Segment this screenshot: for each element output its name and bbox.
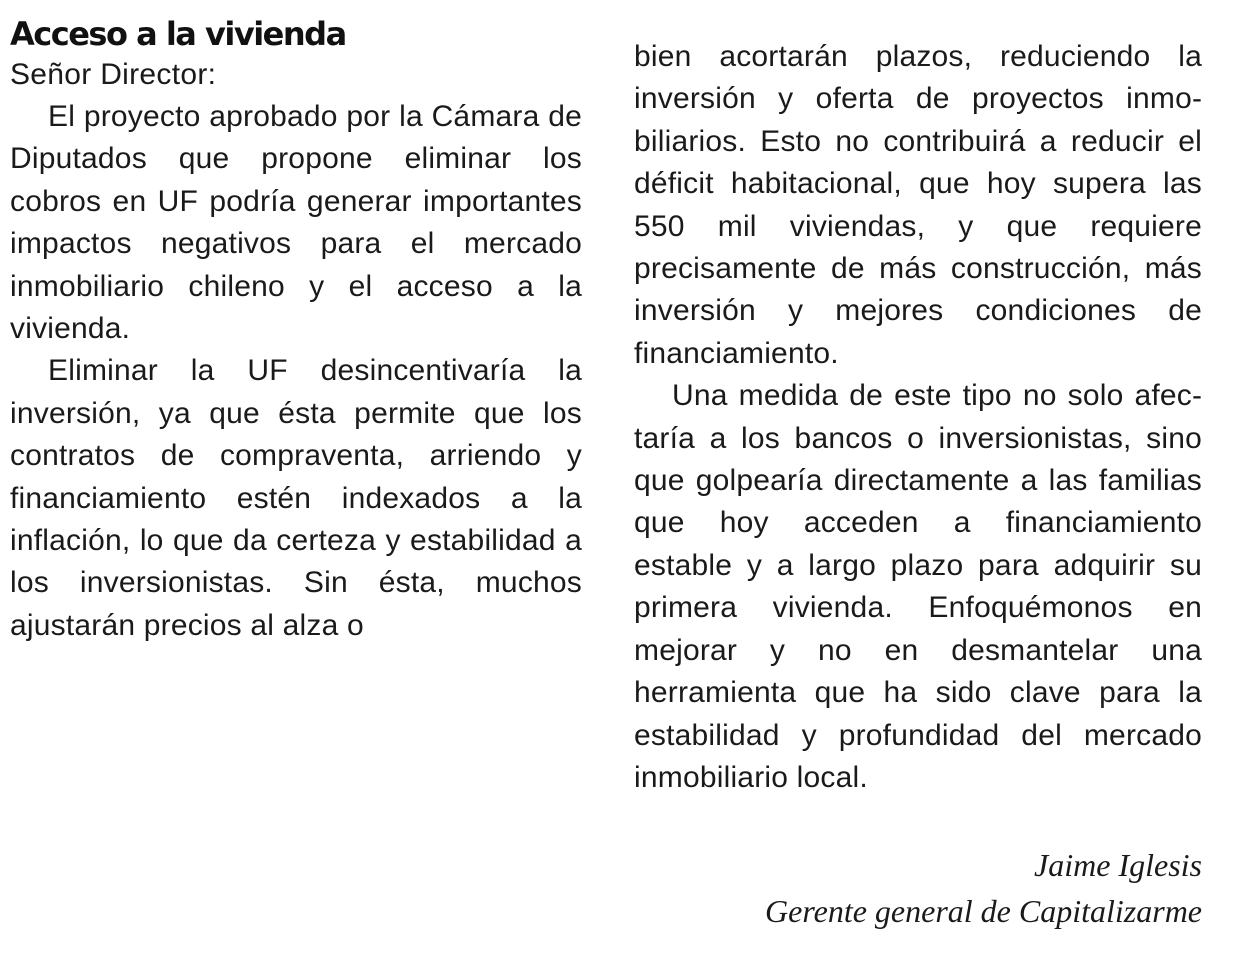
left-column — [10, 14, 582, 647]
paragraph-4: Una medida de este tipo no solo afectaría a los bancos o inversionistas, sino que golpearía directamente a las familias que hoy acceden a financiamiento estable y a largo plazo para adquirir su primera vivienda. Enfoquémonos en mejorar y no en desmantelar una herramienta que ha sido clave para la estabilidad y profundidad del mercado inmobiliario local. — [634, 379, 1202, 794]
headline: Acceso a la vivienda — [10, 15, 346, 53]
author-name: Jaime Iglesis — [1034, 847, 1202, 883]
paragraph-1: El proyecto aprobado por la Cámara de Diputados que propone eliminar los cobros en UF podría generar importantes impactos negativos para el mercado inmobiliario chileno y el acceso a la vivienda. — [10, 100, 582, 346]
paragraph-3: bien acortarán plazos, reduciendo la inversión y oferta de proyectos inmobiliarios. Esto no contribuirá a reducir el déficit habitacional, que hoy supera las 550 mil viviendas, y que requiere precisamente de más construcción, más inversión y mejores condiciones de financiamiento. — [634, 40, 1202, 370]
author-title: Gerente general de Capitalizarme — [765, 893, 1202, 929]
paragraph-2: Eliminar la UF desincentivaría la inversión, ya que ésta permite que los contratos de compraventa, arriendo y financiamiento estén indexados a la inflación, lo que da certeza y estabilidad a los inversionistas. Sin ésta, muchos ajustarán precios al alza o — [10, 354, 582, 642]
right-column — [634, 36, 1202, 799]
signature-block — [765, 842, 1202, 934]
salutation: Señor Director: — [10, 58, 217, 91]
